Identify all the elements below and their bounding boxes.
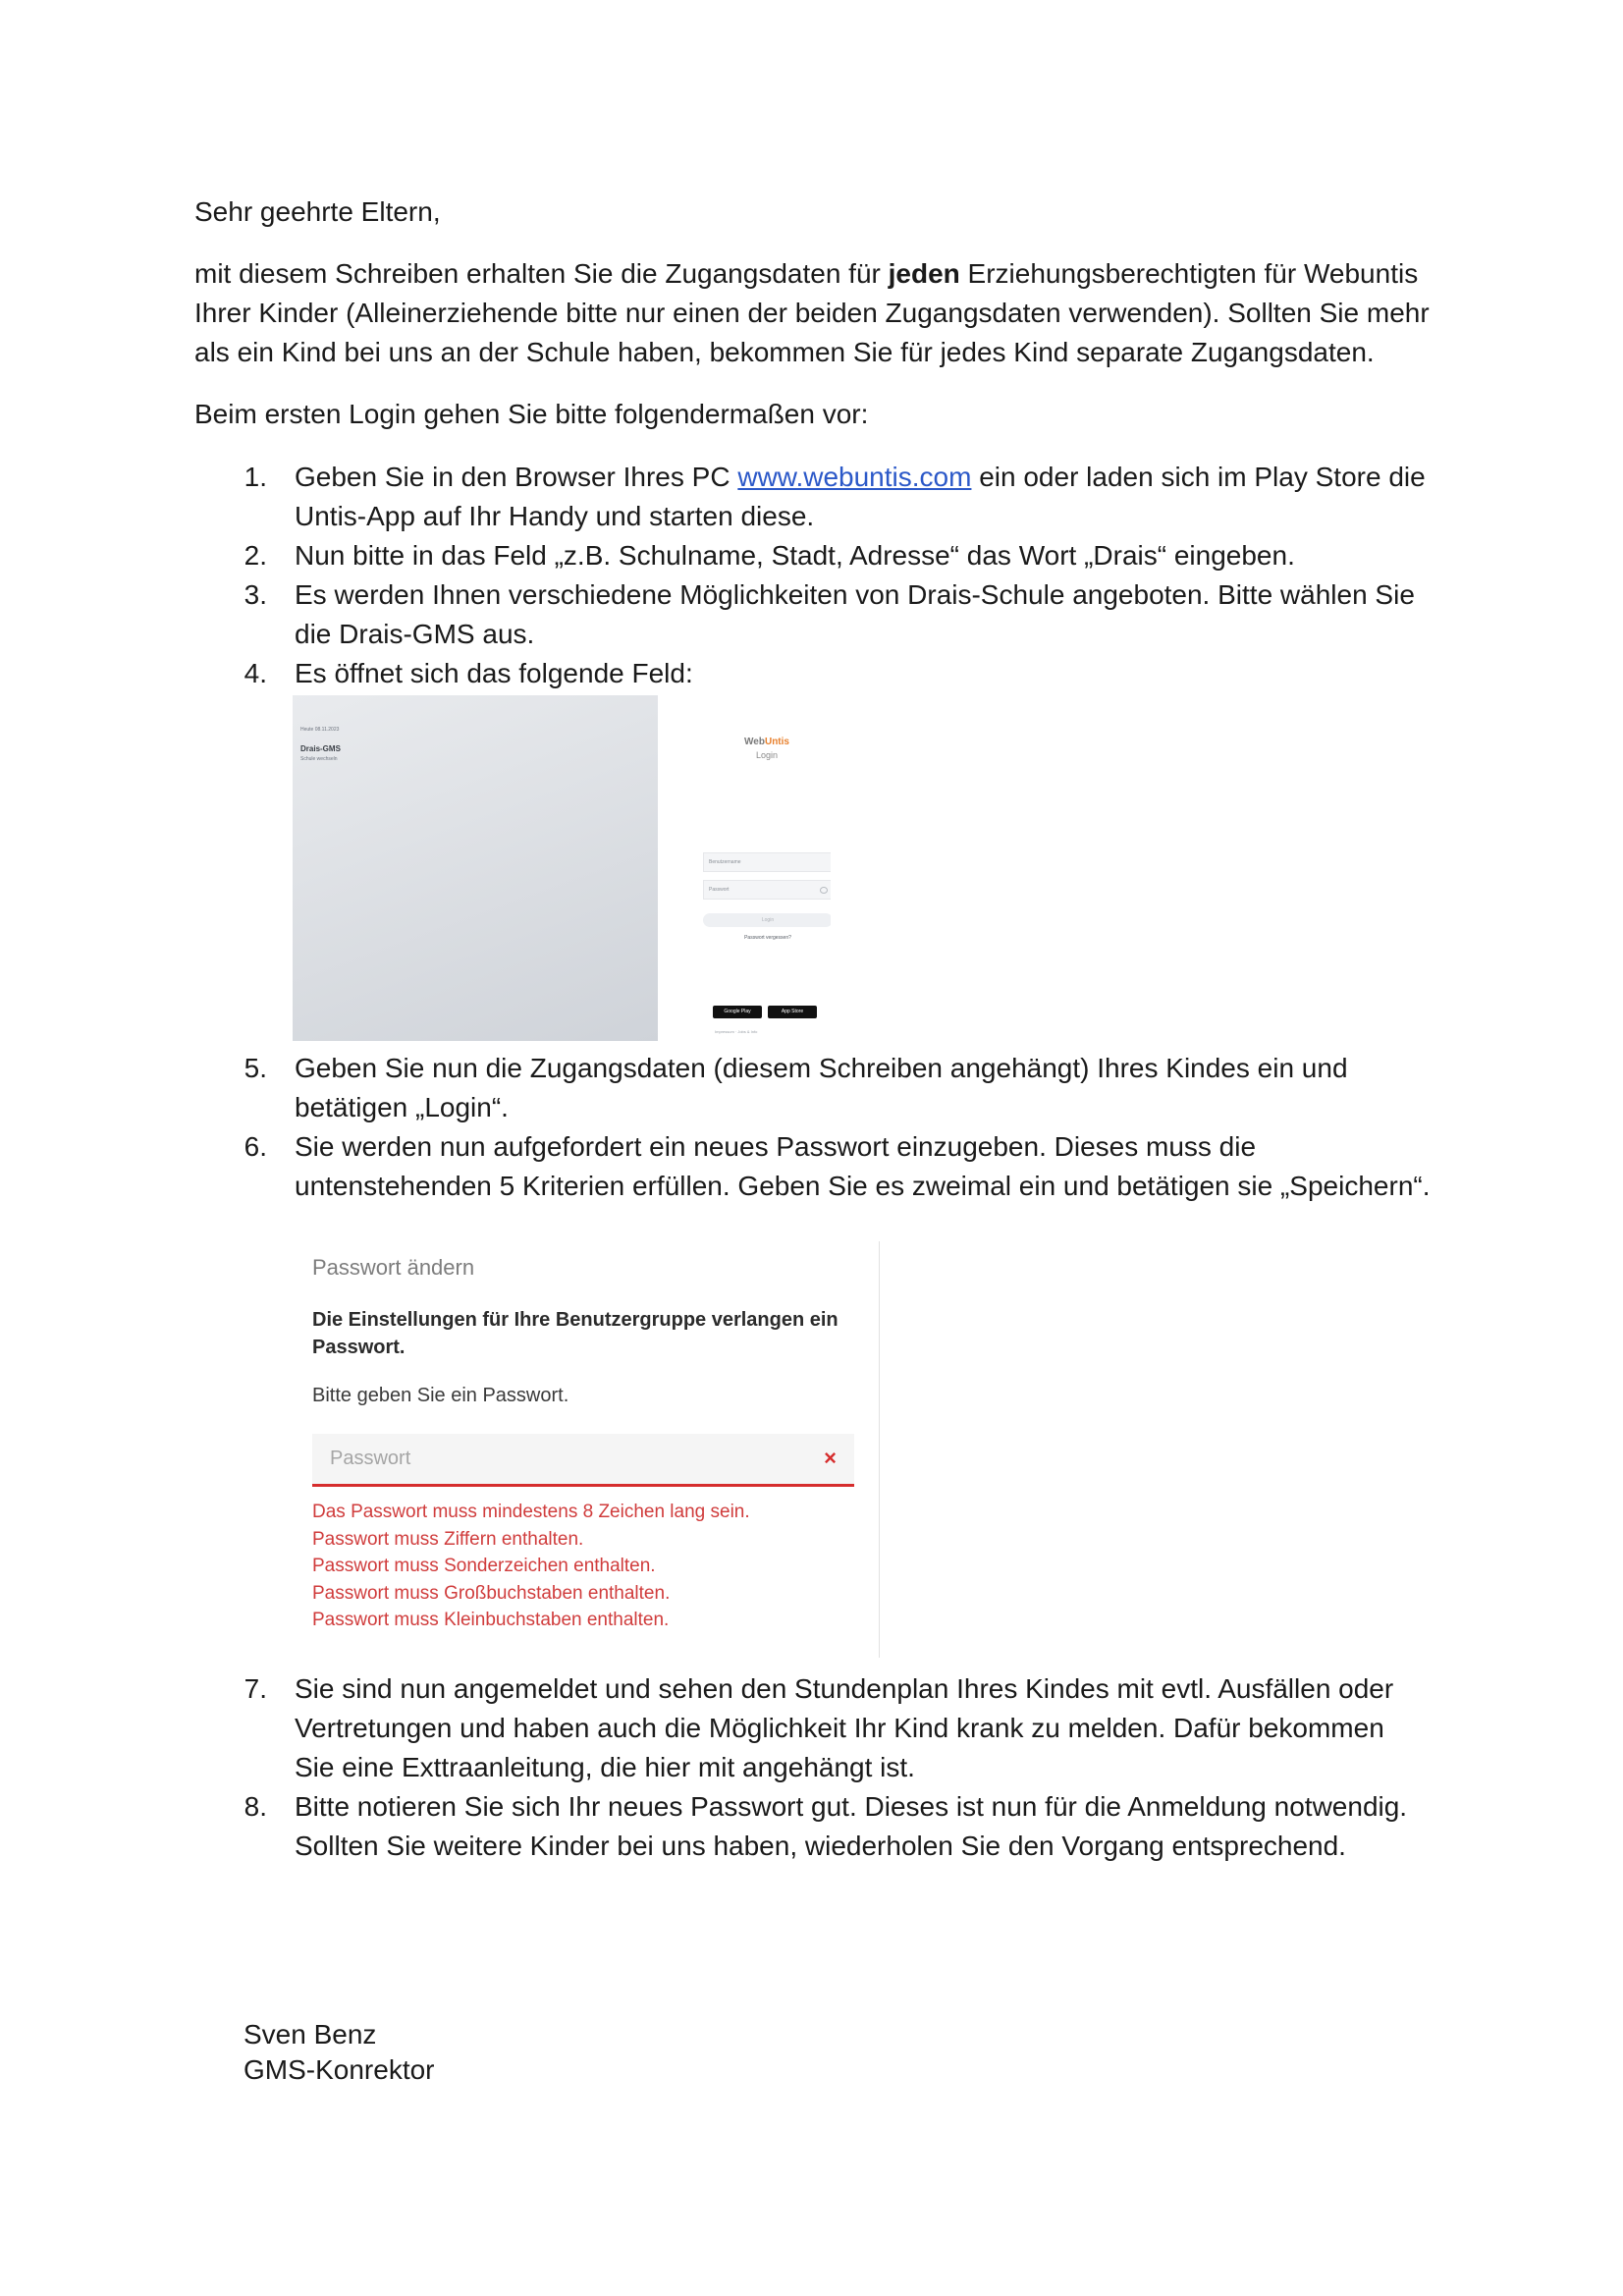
step-number: 3. <box>243 579 267 610</box>
change-password-screenshot <box>295 1241 880 1658</box>
webuntis-logo <box>736 737 797 747</box>
step-number: 6. <box>243 1131 267 1162</box>
password-placeholder: Passwort <box>330 1448 411 1469</box>
step-8-line-2: Sollten Sie weitere Kinder bei uns haben, wiederholen Sie den Vorgang entsprechend. <box>295 1831 1346 1861</box>
logo-text: Web <box>744 737 765 747</box>
step-number: 5. <box>243 1053 267 1083</box>
step-1-line-1 <box>295 458 1426 497</box>
step-6-line-1: Sie werden nun aufgefordert ein neues Passwort einzugeben. Dieses muss die <box>295 1131 1257 1162</box>
step-7-line-1: Sie sind nun angemeldet und sehen den Stundenplan Ihres Kindes mit evtl. Ausfällen oder <box>295 1673 1394 1704</box>
new-password-input[interactable] <box>312 1434 854 1487</box>
step-3-line-2: die Drais-GMS aus. <box>295 619 535 649</box>
dialog-prompt: Bitte geben Sie ein Passwort. <box>312 1385 569 1406</box>
step-3-line-1: Es werden Ihnen verschiedene Möglichkeiten von Drais-Schule angeboten. Bitte wählen Sie <box>295 579 1415 610</box>
error-message: Passwort muss Ziffern enthalten. <box>312 1528 584 1550</box>
step-8-line-1: Bitte notieren Sie sich Ihr neues Passwort gut. Dieses ist nun für die Anmeldung notwendig. <box>295 1791 1408 1822</box>
step-number: 4. <box>243 658 267 688</box>
app-store-badge[interactable]: App Store <box>768 1006 817 1018</box>
signature-name: Sven Benz <box>243 2019 377 2050</box>
greeting: Sehr geehrte Eltern, <box>194 196 441 227</box>
login-heading: Login <box>755 750 779 760</box>
intro-text: mit diesem Schreiben erhalten Sie die Zugangsdaten für <box>194 258 889 289</box>
validation-errors <box>312 1499 750 1634</box>
step-text: ein oder laden sich im Play Store die <box>971 462 1426 492</box>
step-2-line-1: Nun bitte in das Feld „z.B. Schulname, Stadt, Adresse“ das Wort „Drais“ eingeben. <box>295 540 1295 571</box>
google-play-badge[interactable]: Google Play <box>713 1006 762 1018</box>
intro-line-1 <box>194 254 1418 294</box>
dialog-title: Passwort ändern <box>312 1255 475 1280</box>
footer-links[interactable]: Impressum · Jobs & Info <box>715 1029 758 1034</box>
step-7-line-3: Sie eine Exttraanleitung, die hier mit angehängt ist. <box>295 1752 915 1782</box>
step-7-line-2: Vertretungen und haben auch die Möglichkeit Ihr Kind krank zu melden. Dafür bekommen <box>295 1713 1384 1743</box>
step-6-line-2: untenstehenden 5 Kriterien erfüllen. Geben Sie es zweimal ein und betätigen sie „Speichern“. <box>295 1171 1431 1201</box>
error-message: Passwort muss Kleinbuchstaben enthalten. <box>312 1610 670 1630</box>
webuntis-login-screenshot <box>293 695 831 1041</box>
intro-bold-jeden: jeden <box>888 258 960 289</box>
step-number: 7. <box>243 1673 267 1704</box>
eye-icon[interactable] <box>820 887 828 894</box>
username-field[interactable]: Benutzername <box>703 852 831 872</box>
step-1-line-2: Untis-App auf Ihr Handy und starten diese. <box>295 501 815 531</box>
intro-line-3: als ein Kind bei uns an der Schule haben, bekommen Sie für jedes Kind separate Zugangsdaten. <box>194 337 1375 367</box>
intro-text: Erziehungsberechtigten für Webuntis <box>959 258 1419 289</box>
logo-accent-text: Untis <box>764 737 789 747</box>
lead-text: Beim ersten Login gehen Sie bitte folgendermaßen vor: <box>194 399 869 429</box>
error-message: Passwort muss Großbuchstaben enthalten. <box>312 1582 671 1604</box>
login-background-panel <box>293 695 658 1041</box>
signature-role: GMS-Konrektor <box>243 2054 435 2085</box>
error-message: Das Passwort muss mindestens 8 Zeichen lang sein. <box>312 1502 750 1522</box>
clear-icon[interactable]: × <box>824 1446 837 1470</box>
step-5-line-1: Geben Sie nun die Zugangsdaten (diesem Schreiben angehängt) Ihres Kindes ein und <box>295 1053 1348 1083</box>
password-placeholder: Passwort <box>709 887 730 893</box>
step-5-line-2: betätigen „Login“. <box>295 1092 509 1122</box>
school-name: Drais-GMS <box>300 744 341 753</box>
intro-line-2: Ihrer Kinder (Alleinerziehende bitte nur einen der beiden Zugangsdaten verwenden). Sollten Sie mehr <box>194 298 1430 328</box>
divider <box>879 1241 880 1658</box>
change-school-link[interactable]: Schule wechseln <box>300 756 338 762</box>
dialog-description: Die Einstellungen für Ihre Benutzergruppe verlangen ein Passwort. <box>312 1309 839 1358</box>
step-number: 2. <box>243 540 267 571</box>
date-label: Heute 08.11.2023 <box>300 727 340 733</box>
step-number: 1. <box>243 462 267 492</box>
login-button[interactable]: Login <box>703 913 831 927</box>
error-message: Passwort muss Sonderzeichen enthalten. <box>312 1556 656 1576</box>
step-text: Geben Sie in den Browser Ihres PC <box>295 462 738 492</box>
step-number: 8. <box>243 1791 267 1822</box>
forgot-password-link[interactable]: Passwort vergessen? <box>744 935 791 941</box>
password-field[interactable] <box>703 880 831 900</box>
step-4-line-1: Es öffnet sich das folgende Feld: <box>295 658 693 688</box>
webuntis-link[interactable]: www.webuntis.com <box>737 462 972 492</box>
